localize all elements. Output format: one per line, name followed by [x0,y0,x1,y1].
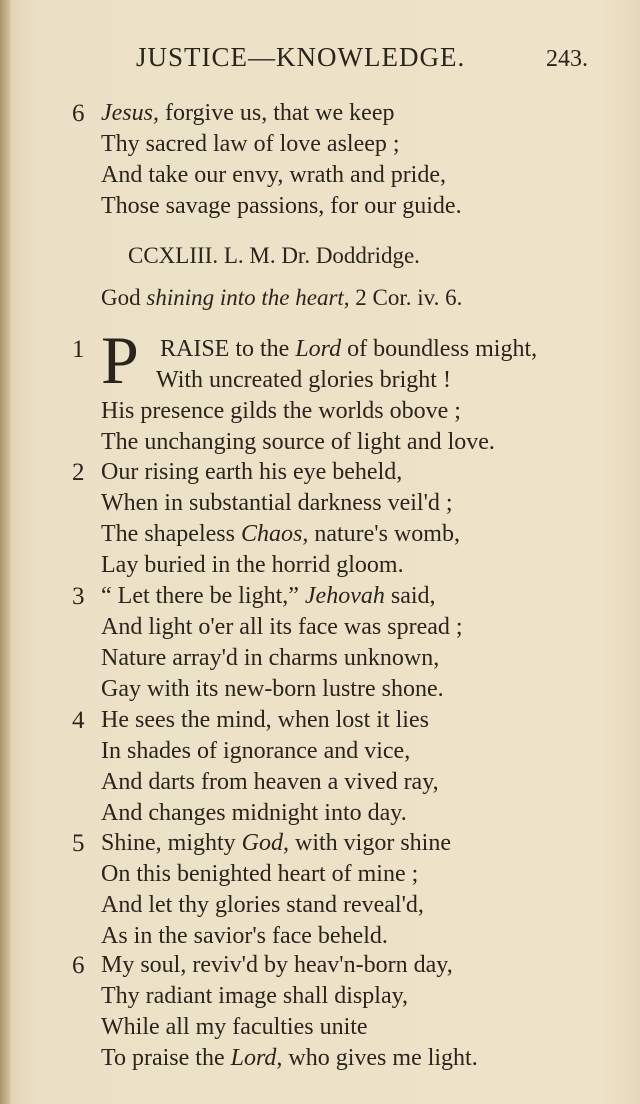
verse-text-post: forgive us, that we keep [158,100,395,126]
hymn-subtitle [101,285,462,311]
verse-line [101,521,460,548]
stanza-number: 2 [72,459,85,486]
verse-text-ital: Jehovah [304,583,385,609]
verse-text-pre: And darts from heaven a vived ray, [101,769,439,795]
subtitle-post: 2 Cor. iv. 6. [349,285,463,310]
verse-text-pre: My soul, reviv'd by heav'n-born day, [101,952,453,978]
hymn-heading: CCXLIII. L. M. Dr. Doddridge. [128,243,420,268]
stanza-number: 5 [72,830,85,857]
stanza-number: 6 [72,952,85,979]
verse-line [101,162,446,189]
verse-text-pre: Thy sacred law of love asleep ; [101,131,400,157]
verse-line [101,193,462,220]
verse-text-pre: While all my faculties unite [101,1014,368,1040]
verse-line [101,952,453,979]
verse-line [101,614,463,641]
verse-text-post: with vigor shine [289,830,452,856]
verse-text-pre: The unchanging source of light and love. [101,429,495,455]
verse-text-pre: RAISE to the [160,336,296,362]
verse-text-pre: With uncreated glories bright ! [156,367,451,393]
verse-text-ital: Jesus, [101,100,159,126]
subtitle-pre: God [101,285,147,310]
verse-text-pre: Those savage passions, for our guide. [101,193,462,219]
page-gutter [0,0,10,1104]
verse-text-ital: Lord [295,336,342,362]
verse-line [101,100,394,127]
verse-text-pre: He sees the mind, when lost it lies [101,707,429,733]
verse-line [160,336,537,363]
running-title: JUSTICE—KNOWLEDGE. [136,42,466,72]
page-header [0,42,640,82]
verse-text-pre: His presence gilds the worlds obove ; [101,398,461,424]
verse-line [101,1045,478,1072]
verse-text-pre: Thy radiant image shall display, [101,983,409,1009]
verse-text-pre: Our rising earth his eye beheld, [101,459,403,485]
verse-text-post: of boundless might, [341,336,538,362]
stanza-number: 1 [72,336,85,363]
verse-text-pre: In shades of ignorance and vice, [101,738,411,764]
page-number: 243. [546,46,588,72]
verse-line [101,676,444,703]
verse-line [101,923,388,950]
verse-text-pre: Gay with its new-born lustre shone. [101,676,444,702]
subtitle-italic: shining into the heart, [146,285,350,310]
verse-text-ital: God, [241,830,290,856]
verse-text-pre: The shapeless [101,521,241,547]
verse-line [101,830,451,857]
verse-text-ital: Lord, [230,1045,283,1071]
verse-line [101,131,400,158]
verse-text-pre: And changes midnight into day. [101,800,407,826]
verse-line [101,1014,368,1041]
stanza-number: 6 [72,100,85,127]
verse-line [101,738,410,765]
verse-line [101,645,439,672]
verse-text-post: nature's womb, [308,521,460,547]
verse-text-pre: Nature array'd in charms unknown, [101,645,440,671]
verse-line [156,367,451,394]
verse-text-pre: Shine, mighty [101,830,242,856]
verse-line [101,429,495,456]
verse-line [101,769,439,796]
verse-line [101,800,407,827]
verse-line [101,490,453,517]
verse-text-pre: And take our envy, wrath and pride, [101,162,446,188]
verse-line [101,398,461,425]
verse-text-post: said, [384,583,436,609]
verse-line [101,552,404,579]
verse-text-pre: As in the savior's face beheld. [101,923,388,949]
stanza-number: 3 [72,583,85,610]
verse-line [101,583,436,610]
verse-line [101,861,418,888]
verse-text-pre: To praise the [101,1045,231,1071]
stanza-number: 4 [72,707,85,734]
verse-text-ital: Chaos, [240,521,309,547]
verse-line [101,707,429,734]
verse-line [101,892,424,919]
verse-text-pre: On this benighted heart of mine ; [101,861,419,887]
verse-text-pre: When in substantial darkness veil'd ; [101,490,453,516]
verse-text-pre: And light o'er all its face was spread ; [101,614,463,640]
verse-text-post: who gives me light. [282,1045,478,1071]
verse-line [101,459,402,486]
verse-text-pre: And let thy glories stand reveal'd, [101,892,424,918]
drop-cap: P [101,322,139,398]
verse-line [101,983,408,1010]
verse-text-pre: “ Let there be light,” [101,583,305,609]
verse-text-pre: Lay buried in the horrid gloom. [101,552,404,578]
